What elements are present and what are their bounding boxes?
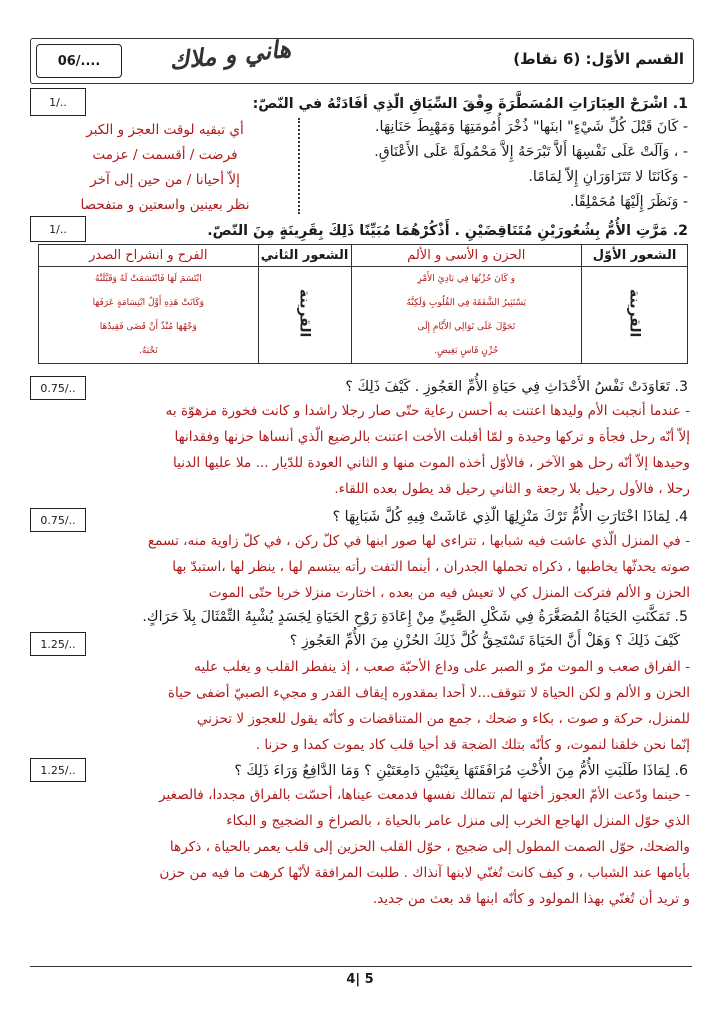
answer-line: - الفراق صعب و الموت مرّ و الصبر على وداع الأحبّة صعب ، إذ ينفطر القلب و يغلب عليه — [194, 659, 690, 675]
answer-line: - حينما ودّعت الأمّ العجوز أختها لم تتمالك نفسها فدمعت عيناها، أحسّت بالفراق مجددا، فالصغير — [159, 787, 690, 803]
q2-evidence-line: نَحْبَهُ. — [138, 346, 158, 356]
q2-col2-label: الشعور الثاني — [258, 245, 351, 267]
q3-answer — [36, 398, 690, 502]
q2-evidence-line: ابْتَسَمَ لَهَا فَابْتَسَمَتْ لَهُ وَقَبَّلَتْهُ — [95, 274, 202, 284]
answer-line: الحزن و الألم فتركت المنزل كي لا تعيش فيه من بعده ، اختارت منزلا خربا حتّى الموت — [208, 585, 690, 601]
answer-line: رحلا ، فالأول رحيل بلا رجعة و الثاني رحيل قد يطول بعده اللقاء. — [334, 481, 690, 497]
q6-title: 6. لِمَاذَا طَلَبَتِ الأُمُّ مِنَ الأُخْتِ مُرَافَقَتَهَا بِعَيْنَيْنِ دَامِعَتَيْنِ ؟ وَمَا الدَّافِعُ وَرَاءَ ذَلِكَ ؟ — [234, 763, 688, 779]
q5-score-text: 1.25/.. — [40, 637, 76, 651]
q1-item: - كَانَ قَبْلَ كُلِّ شَيْءٍ" ابنَها" ذُخْرَ أُمُومَتِهَا وَمَهْبِطَ حَنَانِهَا. — [375, 119, 688, 135]
q1-answer: نظر بعينين واسعتين و متفحصا — [80, 197, 250, 213]
footer-rule — [30, 966, 692, 967]
q2-evidence-line: و كَانَ حُزْنُهَا فِي بَادِئِ الأَمْرِ — [417, 274, 516, 284]
answer-line: إلاّ أنّه رحل فجأة و تركها وحيدة و لمّا أقبلت الأخت اعتنت بالرضيع الّذي أنساها حزنها وفقدانها — [174, 429, 690, 445]
q1-score-text: 1/.. — [49, 95, 67, 109]
q4-title: 4. لِمَاذَا اخْتَارَتِ الأُمُّ تَرْكَ مَنْزِلِهَا الّذِي عَاشَتْ فِيهِ كُلَّ شَبَابِهَا ؟ — [332, 509, 688, 525]
q3-title: 3. تَعَاوَدَتْ نَفْسُ الأَحْدَاثِ فِي حَيَاةِ الأُمِّ العَجُوزِ . كَيْفَ ذَلِكَ ؟ — [345, 379, 688, 395]
answer-line: - عندما أنجبت الأم وليدها اعتنت به أحسن رعاية حتّى صار رجلا راشدا و كانت فخورة مزهوّة به — [165, 403, 690, 419]
q2-col1-label: الشعور الأوّل — [582, 245, 688, 267]
q2-title: 2. مَرَّتِ الأُمُّ بِشُعُورَيْنِ مُتَنَاقِضَيْنِ . أَذْكُرْهُمَا مُبَيِّنًا ذَلِكَ بِقَرِينَةٍ مِنَ النّصّ. — [207, 223, 688, 239]
answer-line: وحيدها إلاّ أنّه رحل هو الآخر ، فالأوّل أخذه الموت منها و الثاني العودة للدّيار ... ملا عليها الدنيا — [173, 455, 690, 471]
q2-evidence1-cell — [351, 267, 582, 364]
q1-items — [298, 116, 688, 213]
q2-score-text: 1/.. — [49, 222, 67, 236]
answer-line: الذي حوّل المنزل الهاجع الخرب إلى منزل عامر بالحياة ، بالصراخ و الضجيج و البكاء — [226, 813, 690, 829]
answer-line: الحزن و الألم و لكن الحياة لا تتوقف...لا أحدا بمقدوره إيقاف القدر و مجيء الصبيّ أضفى حياة — [167, 685, 690, 701]
student-names: هاني و ملاك — [167, 33, 293, 76]
q1-answer: أي تبقيه لوقت العجز و الكبر — [86, 122, 244, 138]
q2-evidence-line: وَكَانَتْ هَذِهِ أَوَّلُ ابْتِسَامَةٍ عَرَفَهَا — [92, 298, 205, 308]
q6-score — [30, 758, 86, 782]
q1-answer: فرضت / أقسمت / عزمت — [92, 147, 238, 163]
q1-score — [30, 88, 86, 116]
answer-line: إنّما نحن خلقنا لنموت، و كأنّه بتلك الضجة قد أحيا قلب كاد يموت كمدا و حزنا . — [255, 737, 690, 753]
q6-score-text: 1.25/.. — [40, 763, 76, 777]
header-frame — [30, 38, 694, 84]
answer-line: صوته يحدثّها يخاطبها ، ذكراه تحملها الجدران ، أينما التفت رأته يبتسم لها ، ينظر لها ،استبدّ بها — [172, 559, 690, 575]
q1-answers — [40, 118, 290, 218]
q2-table — [38, 244, 688, 364]
answer-line: والضحك، حوّل الصمت المطول إلى ضجيج ، حوّل القلب الحزين إلى قلب يعمر بالحياة ، ذكرها — [169, 839, 690, 855]
q2-evidence-line: حُزْنٍ قَاسٍ بَغِيضٍ. — [434, 346, 499, 356]
page-number: 4| 5 — [346, 972, 374, 987]
q1-item: - ، وَآلَتْ عَلَى نَفْسِهَا أَلاَّ تَبْرَحَهُ إِلاَّ مَحْمُولَةً عَلَى الأَعْنَاقِ. — [374, 144, 688, 160]
q4-score-text: 0.75/.. — [40, 513, 76, 527]
q5-score — [30, 632, 86, 656]
answer-line: للمنزل، حركة و صوت ، بكاء و ضحك ، جمع من المتناقضات و كأنّه يقول للعجوز لا تحزني — [196, 711, 690, 727]
q2-col1-value: الحزن و الأسى و الألم — [351, 245, 582, 267]
q2-score — [30, 216, 86, 242]
q1-item: - وَنَظَرَ إِلَيْهَا مُحَمْلِقًا. — [570, 194, 688, 210]
q3-score — [30, 376, 86, 400]
answer-line: بأيامها عند الشباب ، و كيف كانت تُغنّي لابنها آنذاك . طلبت المرافقة لأنّها كرهت ما فيه من حزن — [159, 865, 690, 881]
q2-stamp-cell-1 — [582, 267, 688, 364]
q2-evidence-line: تَحَوَّلَ عَلَى تَوَالِي الأَيَّامِ إِلَى — [417, 322, 516, 332]
q3-score-text: 0.75/.. — [40, 381, 76, 395]
q5-title: 5. تَمَكَّنَتِ الحَيَاةُ المُصَغَّرَةُ فِي شَكْلِ الصَّبِيِّ مِنْ إِعَادَةِ رَوْحِ الحَيَاةِ لِجَسَدٍ يُشْبِهُ التِّمْثَالَ بِلاَ حَرَاكٍ. — [142, 609, 688, 625]
q4-answer — [36, 528, 690, 606]
q2-evidence-line: وَجْهُهَا مُنْذُ أَنْ قَضَى فَقِيدُهَا — [99, 322, 197, 332]
q1-answer: إلاّ أحيانا / من حين إلى آخر — [90, 172, 240, 188]
grade-box-text: 06/.... — [57, 53, 101, 69]
q2-stamp: القرينة — [296, 288, 313, 338]
section-title: القسم الأوّل: (6 نقاط) — [513, 50, 684, 68]
q2-stamp: القرينة — [626, 288, 643, 338]
q5-subtitle: كَيْفَ ذَلِكَ ؟ وَهَلْ أَنَّ الحَيَاةَ تَسْتَحِقُّ كُلَّ ذَلِكَ الحُزْنِ مِنَ الأُمِّ العَجُوزِ ؟ — [289, 633, 680, 649]
q1-title: 1. اشْرَحْ العِبَارَاتِ المُسَطَّرَةَ وِفْقَ السِّيَاقِ الّذِي أفَادَتْهُ في النّصّ: — [252, 96, 688, 112]
q1-item: - وَكَانَتَا لا تَتَزَاوَرَانِ إِلاّ لِمَامًا. — [528, 169, 688, 185]
q2-evidence-line: يَسْتَثِيرُ الشَّفَقَةَ فِي القُلُوبِ وَلَكِنَّهُ — [406, 298, 527, 308]
q6-answer — [36, 782, 690, 912]
answer-line: و تريد أن تُغنّي بهذا المولود و كأنّه ابنها قد بعث من جديد. — [372, 891, 690, 907]
q2-stamp-cell-2 — [258, 267, 351, 364]
answer-line: - في المنزل الّذي عاشت فيه شبابها ، تتراءى لها صور ابنها في كلّ ركن ، في كلّ زاوية منه، تسمع — [147, 533, 690, 549]
q2-col2-value: الفرح و انشراح الصدر — [39, 245, 259, 267]
q2-evidence2-cell — [39, 267, 259, 364]
q5-answer — [36, 654, 690, 758]
